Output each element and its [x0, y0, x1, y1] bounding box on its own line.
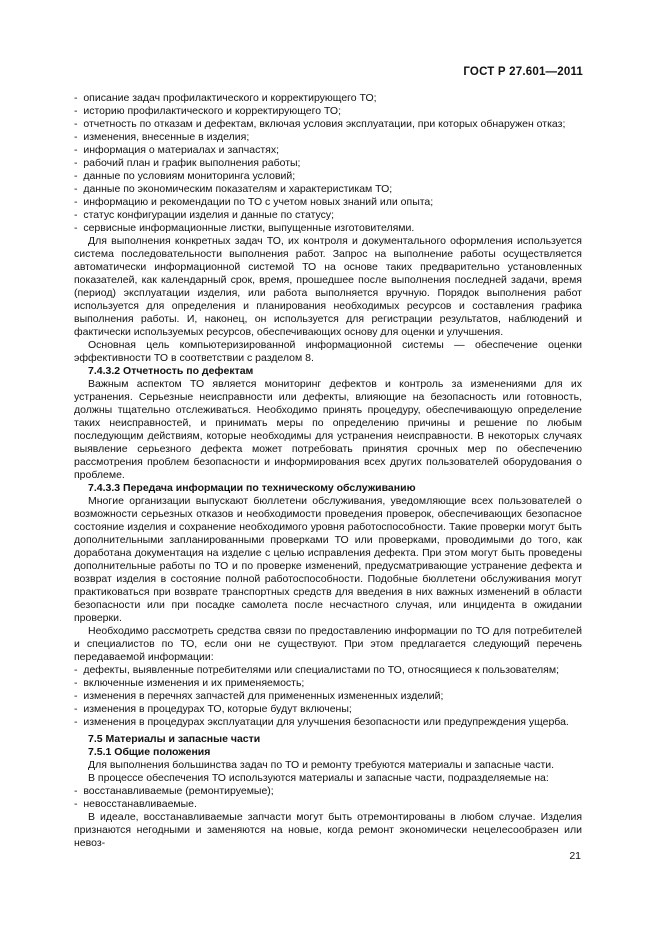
paragraph-bulletins: Многие организации выпускают бюллетени обслуживания, уведомляющие всех пользователей о возможности серьезных отказов и необходимости проведения проверок, обеспечивающих безопасное состояние изделия и сохранение необходимого уровня работоспособности. Такие проверки могут быть дополнительными запланированными проверками ТО или проверками, проводимыми до того, как доработана документация на изделие с целью исправления дефекта. При этом могут быть проведены дополнительные работы по ТО и по проверке изменений, предусматривающие устранение дефекта и возврат изделия в состояние полной работоспособности. Подобные бюллетени обслуживания могут практиковаться при возврате транспортных средств для введения в них важных изменений в области безопасности или при посадке самолета после несчастного случая, или инцидента в ожидании проверки. — [74, 495, 582, 624]
list-item: - сервисные информационные листки, выпущенные изготовителями. — [74, 222, 582, 235]
list-item: - информацию и рекомендации по ТО с учетом новых знаний или опыта; — [74, 196, 582, 209]
list-item: - рабочий план и график выполнения работы; — [74, 157, 582, 170]
standard-header: ГОСТ Р 27.601—2011 — [463, 66, 583, 78]
list-item: - изменения, внесенные в изделия; — [74, 131, 582, 144]
list-item: - восстанавливаемые (ремонтируемые); — [74, 785, 582, 798]
section-heading-7-4-3-3: 7.4.3.3 Передача информации по техническому обслуживанию — [88, 482, 416, 494]
page-number: 21 — [569, 850, 581, 862]
list-item: - включенные изменения и их применяемость; — [74, 677, 582, 690]
list-item: - описание задач профилактического и корректирующего ТО; — [74, 92, 582, 105]
list-item: - изменения в перечнях запчастей для примененных измененных изделий; — [74, 690, 582, 703]
list-item: - данные по экономическим показателям и характеристикам ТО; — [74, 183, 582, 196]
list-item: - изменения в процедурах эксплуатации для улучшения безопасности или предупреждения ущерба. — [74, 716, 582, 729]
list-item: - отчетность по отказам и дефектам, включая условия эксплуатации, при которых обнаружен отказ; — [74, 118, 582, 131]
paragraph-communication: Необходимо рассмотреть средства связи по предоставлению информации по ТО для потребителей и специалистов по ТО, если они не существуют. При этом предлагается следующий перечень передаваемой информации: — [74, 625, 582, 663]
page-content — [74, 92, 582, 850]
list-item: - невосстанавливаемые. — [74, 798, 582, 811]
list-item: - дефекты, выявленные потребителями или специалистами по ТО, относящиеся к пользователям; — [74, 664, 582, 677]
paragraph-materials: Для выполнения большинства задач по ТО и ремонту требуются материалы и запасные части. — [88, 759, 555, 771]
paragraph-main-goal: Основная цель компьютеризированной информационной системы — обеспечение оценки эффективности ТО в соответствии с разделом 8. — [74, 339, 582, 364]
list-item: - изменения в процедурах ТО, которые будут включены; — [74, 703, 582, 716]
paragraph-repairable: В идеале, восстанавливаемые запчасти могут быть отремонтированы в любом случае. Изделия признаются негодными и заменяются на новые, когда ремонт экономически нецелесообразен или невоз- — [74, 811, 582, 849]
list-item: - информация о материалах и запчастях; — [74, 144, 582, 157]
list-item: - данные по условиям мониторинга условий; — [74, 170, 582, 183]
section-heading-7-5: 7.5 Материалы и запасные части — [88, 733, 261, 745]
paragraph-work-sequence: Для выполнения конкретных задач ТО, их контроля и документального оформления используется система последовательности выполнения работ. Запрос на выполнение работы осуществляется автоматически информационной системой ТО на основе таких предварительно установленных показателей, как календарный срок, время, прошедшее после выполнения последней задачи, время (период) эксплуатации изделия, или работа выполняется вручную. Порядок выполнения работ используется для определения и планирования необходимых ресурсов и составления графика выполнения работы. И, наконец, он используется для регистрации результатов, наблюдений и фактически используемых ресурсов, обеспечивающих основу для оценки и улучшения. — [74, 235, 582, 338]
section-heading-7-5-1: 7.5.1 Общие положения — [88, 746, 211, 758]
section-heading-7-4-3-2: 7.4.3.2 Отчетность по дефектам — [88, 365, 254, 377]
paragraph-materials-types: В процессе обеспечения ТО используются материалы и запасные части, подразделяемые на: — [88, 772, 549, 784]
list-item: - историю профилактического и корректирующего ТО; — [74, 105, 582, 118]
paragraph-defects: Важным аспектом ТО является мониторинг дефектов и контроль за изменениями для их устранения. Серьезные неисправности или дефекты, влияющие на безопасность или готовность, должны тщательно отслеживаться. Необходимо принять процедуру, обеспечивающую определение таких неисправностей, и принимать меры по определению причины и решение по любым последующим действиям, которые необходимы для устранения неисправности. В некоторых случаях выявление серьезного дефекта может потребовать принятия срочных мер по обеспечению рассмотрения проблем безопасности и информирования всех других пользователей оборудования о проблеме. — [74, 378, 582, 481]
list-item: - статус конфигурации изделия и данные по статусу; — [74, 209, 582, 222]
